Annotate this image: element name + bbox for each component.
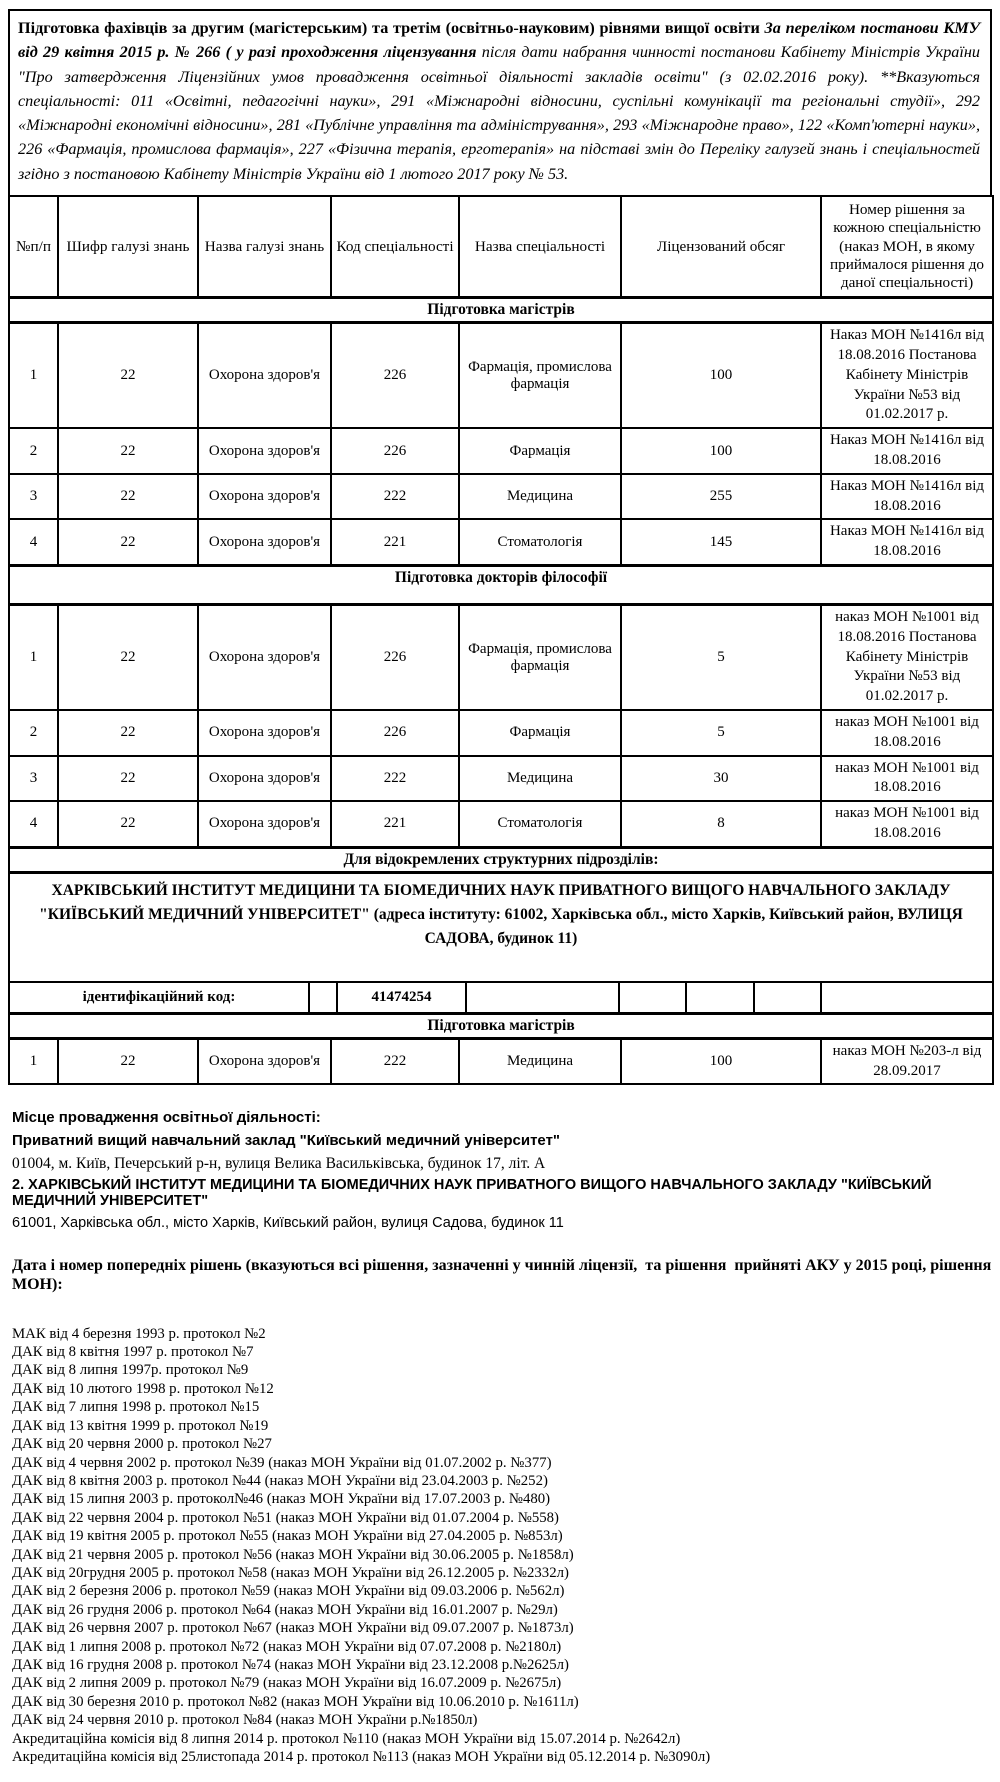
table-header-row (9, 196, 993, 298)
location-heading: Місце провадження освітньої діяльності: (12, 1109, 321, 1127)
cell-licensed-volume: 100 (621, 428, 821, 474)
decision-item: ДАК від 30 березня 2010 р. протокол №82 (наказ МОН України від 10.06.2010 р. №1611л) (12, 1693, 579, 1710)
intro-bold-text: Підготовка фахівців за другим (магістерським) та третім (освітньо-науковим) рівнями вищої освіти (18, 19, 760, 37)
intro-paragraph (8, 9, 992, 197)
decision-item: ДАК від 16 грудня 2008 р. протокол №74 (наказ МОН України від 23.12.2008 р.№2625л) (12, 1656, 569, 1673)
cell-branch-code: 22 (58, 801, 198, 847)
cell-licensed-volume: 100 (621, 323, 821, 428)
decision-item: ДАК від 19 квітня 2005 р. протокол №55 (наказ МОН України від 27.04.2005 р. №853л) (12, 1528, 563, 1545)
cell-licensed-volume: 8 (621, 801, 821, 847)
licensing-table (8, 195, 994, 983)
section-row-branches (9, 847, 993, 872)
section-row-masters (9, 298, 993, 323)
decision-item: ДАК від 20 червня 2000 р. протокол №27 (12, 1436, 272, 1453)
location-line-branch-institution: 2. ХАРКІВСЬКИЙ ІНСТИТУТ МЕДИЦИНИ ТА БІОМЕДИЧНИХ НАУК ПРИВАТНОГО ВИЩОГО НАВЧАЛЬНОГО ЗАКЛАДУ "КИЇВСЬКИЙ МЕДИЧНИЙ УНІВЕРСИТЕТ" (12, 1177, 932, 1210)
cell-specialty-name: Фармація, промислова фармація (459, 605, 621, 710)
cell-specialty-name: Фармація (459, 710, 621, 756)
column-header-index: №п/п (9, 196, 58, 298)
decision-item: ДАК від 8 липня 1997р. протокол №9 (12, 1362, 249, 1379)
table-row (9, 605, 993, 710)
column-header-licensed-volume: Ліцензований обсяг (621, 196, 821, 298)
table-row (9, 474, 993, 520)
cell-index: 2 (9, 710, 58, 756)
cell-branch-name: Охорона здоров'я (198, 1038, 331, 1084)
branch-licensing-table (8, 1012, 994, 1086)
cell-specialty-name: Фармація (459, 428, 621, 474)
cell-specialty-code: 221 (331, 519, 459, 565)
column-header-branch-code: Шифр галузі знань (58, 196, 198, 298)
cell-index: 1 (9, 605, 58, 710)
cell-specialty-code: 222 (331, 474, 459, 520)
cell-branch-name: Охорона здоров'я (198, 323, 331, 428)
cell-branch-code: 22 (58, 323, 198, 428)
cell-specialty-name: Медицина (459, 1038, 621, 1084)
location-line-institution: Приватний вищий навчальний заклад "Київський медичний університет" (12, 1131, 561, 1149)
cell-branch-name: Охорона здоров'я (198, 474, 331, 520)
cell-branch-name: Охорона здоров'я (198, 605, 331, 710)
section-title: Підготовка докторів філософії (9, 566, 993, 605)
cell-specialty-code: 226 (331, 428, 459, 474)
intro-bold-italic-text2: ( у разі проходження ліцензування (225, 43, 477, 62)
location-line-address-kharkiv: 61001, Харківська обл., місто Харків, Київський район, вулиця Садова, будинок 11 (12, 1215, 564, 1232)
decisions-list (12, 1325, 992, 1767)
decision-item: Акредитаційна комісія від 8 липня 2014 р. протокол №110 (наказ МОН України від 15.07.2014 р. №2642л) (12, 1730, 681, 1747)
id-code-label: ідентифікаційний код: (9, 982, 309, 1013)
cell-licensed-volume: 30 (621, 756, 821, 802)
decision-item: ДАК від 24 червня 2010 р. протокол №84 (наказ МОН України р.№1850л) (12, 1712, 478, 1729)
cell-branch-code: 22 (58, 428, 198, 474)
location-block (12, 1110, 992, 1232)
cell-specialty-name: Стоматологія (459, 801, 621, 847)
decision-item: ДАК від 20грудня 2005 р. протокол №58 (наказ МОН України від 26.12.2005 р. №2332л) (12, 1564, 569, 1581)
decision-item: МАК від 4 березня 1993 р. протокол №2 (12, 1325, 266, 1342)
cell-specialty-code: 222 (331, 756, 459, 802)
cell-branch-name: Охорона здоров'я (198, 428, 331, 474)
section-row-phd (9, 566, 993, 605)
cell-licensed-volume: 5 (621, 710, 821, 756)
location-line-address-kyiv: 01004, м. Київ, Печерський р-н, вулиця Велика Васильківська, будинок 17, літ. А (12, 1155, 546, 1173)
cell-branch-code: 22 (58, 756, 198, 802)
intro-bold-italic-text: За переліком постанови КМУ від 29 квітня 2015 р. № 266 (18, 19, 980, 62)
cell-licensed-volume: 255 (621, 474, 821, 520)
decision-item: ДАК від 2 липня 2009 р. протокол №79 (наказ МОН України від 16.07.2009 р. №2675л) (12, 1675, 562, 1692)
id-empty-cell (754, 982, 821, 1013)
decision-item: ДАК від 4 червня 2002 р. протокол №39 (наказ МОН України від 01.07.2002 р. №377) (12, 1454, 552, 1471)
cell-specialty-code: 226 (331, 605, 459, 710)
table-row (9, 428, 993, 474)
cell-specialty-code: 226 (331, 323, 459, 428)
id-code-value: 41474254 (337, 982, 466, 1013)
cell-index: 2 (9, 428, 58, 474)
decision-item: ДАК від 10 лютого 1998 р. протокол №12 (12, 1380, 274, 1397)
cell-specialty-name: Медицина (459, 756, 621, 802)
cell-index: 3 (9, 756, 58, 802)
cell-specialty-name: Стоматологія (459, 519, 621, 565)
column-header-branch-name: Назва галузі знань (198, 196, 331, 298)
id-code-row (8, 981, 994, 1014)
id-empty-cell (821, 982, 993, 1013)
cell-index: 4 (9, 519, 58, 565)
decision-item: ДАК від 1 липня 2008 р. протокол №72 (наказ МОН України від 07.07.2008 р. №2180л) (12, 1638, 562, 1655)
id-empty-cell (466, 982, 619, 1013)
cell-branch-code: 22 (58, 474, 198, 520)
cell-specialty-code: 222 (331, 1038, 459, 1084)
cell-index: 4 (9, 801, 58, 847)
cell-branch-code: 22 (58, 519, 198, 565)
intro-italic-text: після дати набрання чинності постанови Кабінету Міністрів України "Про затвердження Ліцензійних умов провадження освітньої діяльності закладів освіти" (з 02.02.2016 року). **Вказуються спеціальності: 011 «Освітні, педагогічні науки», 291 «Міжнародні відносини, суспільні комунікації та регіональні студії», 292 «Міжнародні економічні відносини», 281 «Публічне управління та адміністрування», 293 «Міжнародне право», 122 «Комп'ютерні науки», 226 «Фармація, промислова фармація», 227 «Фізична терапія, ерготерапія» на підставі змін до Переліку галузей знань і спеціальностей згідно з постановою Кабінету Міністрів України від 1 лютого 2017 року № 53. (18, 43, 981, 183)
section-title: Для відокремлених структурних підрозділів: (9, 847, 993, 872)
decision-item: ДАК від 26 грудня 2006 р. протокол №64 (наказ МОН України від 16.01.2007 р. №29л) (12, 1601, 558, 1618)
cell-decision: Наказ МОН №1416л від 18.08.2016 Постанова Кабінету Міністрів України №53 від 01.02.2017 р. (821, 323, 993, 428)
decision-item: Акредитаційна комісія від 25листопада 2014 р. протокол №113 (наказ МОН України від 05.12.2014 р. №3090л) (12, 1749, 711, 1765)
cell-branch-name: Охорона здоров'я (198, 710, 331, 756)
table-row (9, 710, 993, 756)
institute-name-cell: ХАРКІВСЬКИЙ ІНСТИТУТ МЕДИЦИНИ ТА БІОМЕДИЧНИХ НАУК ПРИВАТНОГО ВИЩОГО НАВЧАЛЬНОГО ЗАКЛАДУ "КИЇВСЬКИЙ МЕДИЧНИЙ УНІВЕРСИТЕТ" (адреса інституту: 61002, Харківська обл., місто Харків, Київський район, ВУЛИЦЯ САДОВА, будинок 11) (9, 872, 993, 982)
cell-decision: наказ МОН №1001 від 18.08.2016 (821, 801, 993, 847)
cell-decision: наказ МОН №203-л від 28.09.2017 (821, 1038, 993, 1084)
column-header-specialty-name: Назва спеціальності (459, 196, 621, 298)
cell-branch-code: 22 (58, 710, 198, 756)
section-title: Підготовка магістрів (9, 298, 993, 323)
table-row (9, 323, 993, 428)
cell-branch-code: 22 (58, 605, 198, 710)
column-header-specialty-code: Код спеціальності (331, 196, 459, 298)
cell-licensed-volume: 145 (621, 519, 821, 565)
institute-name-row (9, 872, 993, 982)
decision-item: ДАК від 21 червня 2005 р. протокол №56 (наказ МОН України від 30.06.2005 р. №1858л) (12, 1546, 574, 1563)
table-row (9, 801, 993, 847)
cell-index: 1 (9, 1038, 58, 1084)
cell-specialty-code: 226 (331, 710, 459, 756)
decisions-heading: Дата і номер попередніх рішень (вказуються всі рішення, зазначенні у чинній ліцензії, та рішення прийняті АКУ у 2015 році, рішення МОН): (12, 1257, 996, 1294)
table-row (9, 1038, 993, 1084)
cell-specialty-code: 221 (331, 801, 459, 847)
decision-item: ДАК від 8 квітня 2003 р. протокол №44 (наказ МОН України від 23.04.2003 р. №252) (12, 1472, 548, 1489)
cell-decision: Наказ МОН №1416л від 18.08.2016 (821, 474, 993, 520)
decision-item: ДАК від 22 червня 2004 р. протокол №51 (наказ МОН України від 01.07.2004 р. №558) (12, 1509, 559, 1526)
cell-branch-name: Охорона здоров'я (198, 519, 331, 565)
decision-item: ДАК від 15 липня 2003 р. протокол№46 (наказ МОН України від 17.07.2003 р. №480) (12, 1491, 551, 1508)
cell-branch-name: Охорона здоров'я (198, 756, 331, 802)
cell-index: 3 (9, 474, 58, 520)
id-empty-cell (619, 982, 686, 1013)
decision-item: ДАК від 2 березня 2006 р. протокол №59 (наказ МОН України від 09.03.2006 р. №562л) (12, 1583, 565, 1600)
column-header-decision-number: Номер рішення за кожною спеціальністю (наказ МОН, в якому приймалося рішення до даної спеціальності) (821, 196, 993, 298)
section-title: Підготовка магістрів (9, 1013, 993, 1038)
decision-item: ДАК від 7 липня 1998 р. протокол №15 (12, 1399, 260, 1416)
cell-specialty-name: Медицина (459, 474, 621, 520)
cell-decision: наказ МОН №1001 від 18.08.2016 Постанова Кабінету Міністрів України №53 від 01.02.2017 р. (821, 605, 993, 710)
cell-specialty-name: Фармація, промислова фармація (459, 323, 621, 428)
id-empty-cell (686, 982, 754, 1013)
cell-decision: наказ МОН №1001 від 18.08.2016 (821, 710, 993, 756)
cell-branch-code: 22 (58, 1038, 198, 1084)
decision-item: ДАК від 13 квітня 1999 р. протокол №19 (12, 1417, 269, 1434)
cell-licensed-volume: 5 (621, 605, 821, 710)
decision-item: ДАК від 26 червня 2007 р. протокол №67 (наказ МОН України від 09.07.2007 р. №1873л) (12, 1620, 574, 1637)
id-empty-cell (309, 982, 337, 1013)
decision-item: ДАК від 8 квітня 1997 р. протокол №7 (12, 1344, 254, 1361)
cell-decision: Наказ МОН №1416л від 18.08.2016 (821, 519, 993, 565)
cell-decision: Наказ МОН №1416л від 18.08.2016 (821, 428, 993, 474)
table-row (9, 519, 993, 565)
cell-decision: наказ МОН №1001 від 18.08.2016 (821, 756, 993, 802)
section-row-masters-branch (9, 1013, 993, 1038)
cell-index: 1 (9, 323, 58, 428)
cell-branch-name: Охорона здоров'я (198, 801, 331, 847)
cell-licensed-volume: 100 (621, 1038, 821, 1084)
table-row (9, 756, 993, 802)
